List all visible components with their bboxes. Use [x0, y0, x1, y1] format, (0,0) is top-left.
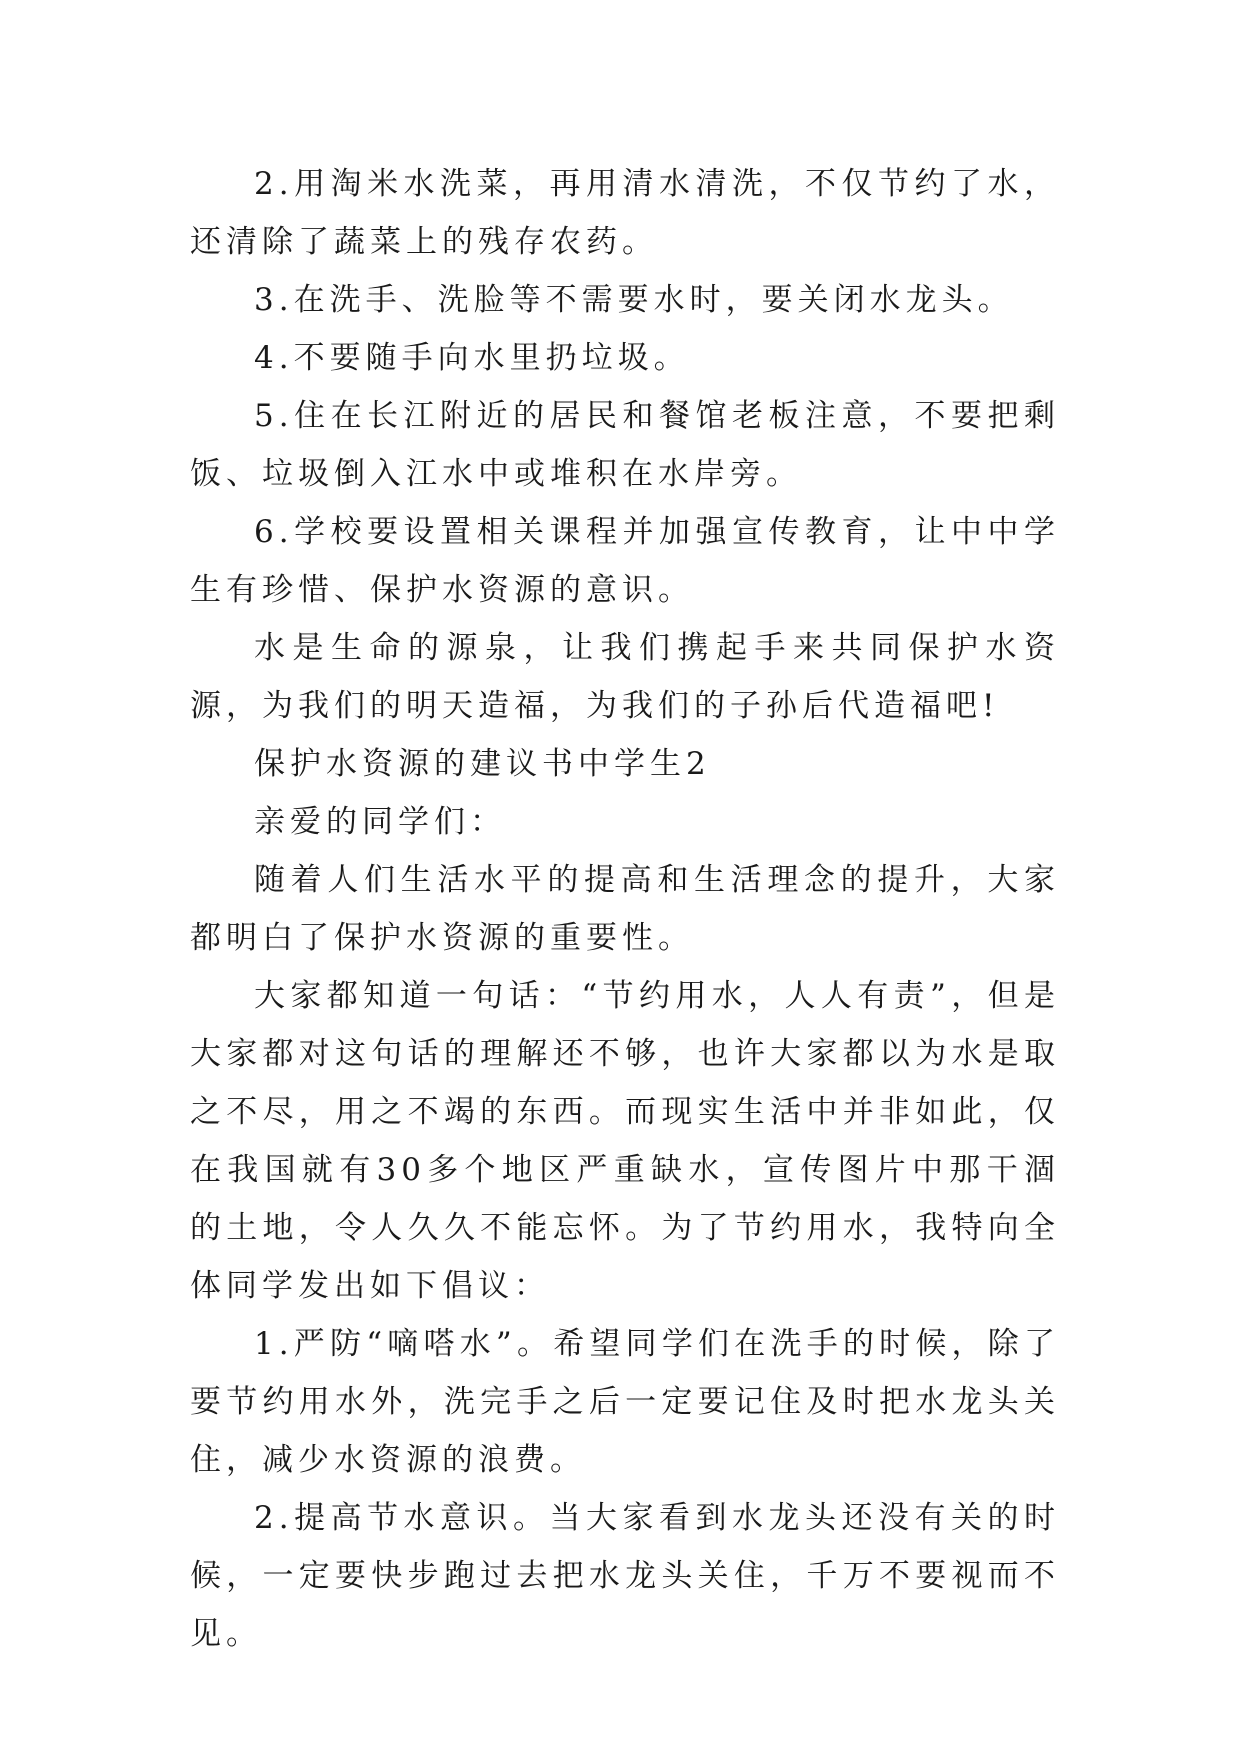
paragraph-background: 大家都知道一句话：“节约用水，人人有责”，但是大家都对这句话的理解还不够，也许大家都以为水是取之不尽，用之不竭的东西。而现实生活中并非如此，仅在我国就有30多个地区严重缺水，宣传图片中那干涸的土地，令人久久不能忘怀。为了节约用水，我特向全体同学发出如下倡议： [190, 978, 1060, 1304]
paragraph-tip-3-close-tap: 3.在洗手、洗脸等不需要水时，要关闭水龙头。 [254, 282, 1014, 318]
salutation: 亲爱的同学们： [254, 804, 506, 840]
paragraph-tip-5-riverside: 5.住在长江附近的居民和餐馆老板注意，不要把剩饭、垃圾倒入江水中或堆积在水岸旁。 [190, 398, 1060, 492]
paragraph-tip-2-rice-water: 2.用淘米水洗菜，再用清水清洗，不仅节约了水，还清除了蔬菜上的残存农药。 [190, 166, 1060, 260]
paragraph-proposal-2: 2.提高节水意识。当大家看到水龙头还没有关的时候，一定要快步跑过去把水龙头关住，千万不要视而不见。 [190, 1500, 1060, 1652]
paragraph-proposal-1: 1.严防“嘀嗒水”。希望同学们在洗手的时候，除了要节约用水外，洗完手之后一定要记住及时把水龙头关住，减少水资源的浪费。 [190, 1326, 1060, 1478]
paragraph-tip-6-school: 6.学校要设置相关课程并加强宣传教育，让中中学生有珍惜、保护水资源的意识。 [190, 514, 1060, 608]
section-title: 保护水资源的建议书中学生2 [254, 746, 711, 782]
paragraph-intro: 随着人们生活水平的提高和生活理念的提升，大家都明白了保护水资源的重要性。 [190, 862, 1060, 956]
document-body [190, 155, 1060, 1663]
paragraph-tip-4-no-litter: 4.不要随手向水里扔垃圾。 [254, 340, 690, 376]
paragraph-closing: 水是生命的源泉，让我们携起手来共同保护水资源，为我们的明天造福，为我们的子孙后代造福吧! [190, 630, 1060, 724]
